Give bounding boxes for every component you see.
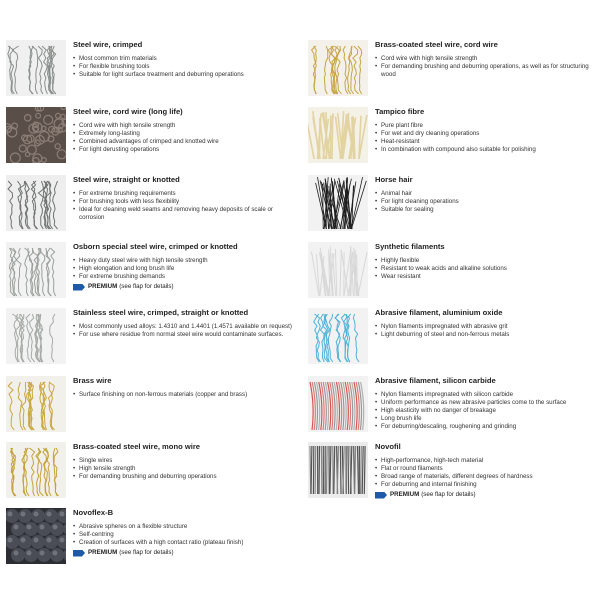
material-title: Brass-coated steel wire, cord wire — [375, 40, 498, 49]
cord-wire-icon — [6, 107, 66, 163]
feature-item: • Cord wire with high tensile strength — [375, 55, 597, 63]
feature-list — [375, 391, 597, 431]
feature-item: • Cord wire with high tensile strength — [73, 122, 295, 130]
tampico-fibre-icon — [308, 107, 368, 163]
feature-item: • Most commonly used alloys: 1.4310 and 1.4401 (1.4571 available on request) — [73, 323, 295, 331]
feature-item: • Extremely long-lasting — [73, 130, 295, 138]
aluminium-oxide-filament-icon — [308, 308, 368, 364]
feature-item: • For demanding brushing and deburring operations — [73, 473, 295, 481]
feature-item: • Creation of surfaces with a high contact ratio (plateau finish) — [73, 539, 295, 547]
material-description — [73, 508, 295, 557]
feature-item: • Combined advantages of crimped and knotted wire — [73, 138, 295, 146]
material-description — [375, 40, 597, 79]
knotted-steel-wire-icon — [6, 175, 66, 231]
feature-item: • Resistant to weak acids and alkaline solutions — [375, 265, 597, 273]
feature-item: • Most common trim materials — [73, 55, 295, 63]
feature-item: • Heavy duty steel wire with high tensile strength — [73, 257, 295, 265]
brass-cord-wire-icon — [308, 40, 368, 96]
feature-list — [375, 457, 597, 489]
premium-badge — [375, 491, 597, 499]
material-description — [375, 442, 597, 499]
novofil-filament-icon — [308, 442, 368, 498]
feature-list — [73, 523, 295, 547]
feature-item: • For extreme brushing requirements — [73, 190, 295, 198]
feature-item: • Highly flexible — [375, 257, 597, 265]
special-steel-wire-icon — [6, 242, 66, 298]
feature-item: • For light cleaning operations — [375, 198, 597, 206]
feature-list — [375, 55, 597, 79]
feature-item: • Heat-resistant — [375, 138, 597, 146]
feature-item: • Uniform performance as new abrasive particles come to the surface — [375, 399, 597, 407]
material-description — [375, 376, 597, 431]
feature-item: • Flat or round filaments — [375, 465, 597, 473]
feature-item: • For wet and dry cleaning operations — [375, 130, 597, 138]
brass-coated-mono-wire-icon — [6, 442, 66, 498]
material-title: Osborn special steel wire, crimped or knotted — [73, 242, 238, 251]
material-title: Brass wire — [73, 376, 112, 385]
feature-item: • Nylon filaments impregnated with abrasive grit — [375, 323, 597, 331]
arrow-right-icon — [73, 284, 85, 291]
feature-item: • Animal hair — [375, 190, 597, 198]
feature-item: • Long brush life — [375, 415, 597, 423]
material-description — [73, 242, 295, 291]
material-title: Tampico fibre — [375, 107, 425, 116]
feature-item: • Suitable for sealing — [375, 206, 597, 214]
feature-item: • For deburring/descaling, roughening and grinding — [375, 423, 597, 431]
synthetic-filament-icon — [308, 242, 368, 298]
material-title: Steel wire, crimped — [73, 40, 143, 49]
feature-item: • Ideal for cleaning weld seams and removing heavy deposits of scale or corrosion — [73, 206, 295, 222]
feature-item: • Broad range of materials, different degrees of hardness — [375, 473, 597, 481]
crimped-steel-wire-icon — [6, 40, 66, 96]
premium-badge — [73, 283, 295, 291]
material-title: Synthetic filaments — [375, 242, 445, 251]
premium-label: PREMIUM — [390, 491, 420, 498]
brass-wire-icon — [6, 376, 66, 432]
premium-label: PREMIUM — [88, 283, 118, 290]
feature-item: • For light derusting operations — [73, 146, 295, 154]
feature-item: • Light deburring of steel and non-ferrous metals — [375, 331, 597, 339]
feature-list — [73, 190, 295, 222]
feature-list — [73, 55, 295, 79]
arrow-right-icon — [73, 550, 85, 557]
material-title: Stainless steel wire, crimped, straight or knotted — [73, 308, 249, 317]
feature-item: • Pure plant fibre — [375, 122, 597, 130]
premium-note: (see flap for details) — [119, 549, 174, 556]
feature-item: • High-performance, high-tech material — [375, 457, 597, 465]
premium-label: PREMIUM — [88, 549, 118, 556]
material-title: Steel wire, straight or knotted — [73, 175, 180, 184]
feature-item: • For extreme brushing demands — [73, 273, 295, 281]
stainless-steel-wire-icon — [6, 308, 66, 364]
horse-hair-icon — [308, 175, 368, 231]
feature-list — [375, 323, 597, 339]
premium-badge — [73, 549, 295, 557]
feature-item: • High tensile strength — [73, 465, 295, 473]
material-description — [375, 175, 597, 214]
feature-item: • Single wires — [73, 457, 295, 465]
material-title: Horse hair — [375, 175, 413, 184]
material-description — [73, 376, 295, 399]
feature-item: • Surface finishing on non-ferrous materials (copper and brass) — [73, 391, 295, 399]
material-description — [375, 107, 597, 154]
material-description — [73, 442, 295, 481]
feature-list — [73, 457, 295, 481]
feature-item: • Wear resistant — [375, 273, 597, 281]
feature-list — [73, 257, 295, 281]
feature-item: • Self-centring — [73, 531, 295, 539]
feature-item: • High elasticity with no danger of breakage — [375, 407, 597, 415]
premium-note: (see flap for details) — [421, 491, 476, 498]
material-title: Abrasive filament, silicon carbide — [375, 376, 496, 385]
arrow-right-icon — [375, 492, 387, 499]
material-description — [73, 40, 295, 79]
feature-item: • For deburring and internal finishing — [375, 481, 597, 489]
feature-item: • For flexible brushing tools — [73, 63, 295, 71]
feature-item: • Nylon filaments impregnated with silicon carbide — [375, 391, 597, 399]
material-title: Novofil — [375, 442, 401, 451]
material-description — [375, 242, 597, 281]
feature-item: • Suitable for light surface treatment and deburring operations — [73, 71, 295, 79]
material-description — [73, 175, 295, 222]
feature-item: • High elongation and long brush life — [73, 265, 295, 273]
feature-list — [73, 391, 295, 399]
feature-item: • For brushing tools with less flexibility — [73, 198, 295, 206]
feature-list — [73, 323, 295, 339]
feature-item: • For demanding brushing and deburring operations, as well as for structuring wood — [375, 63, 597, 79]
feature-item: • Abrasive spheres on a flexible structure — [73, 523, 295, 531]
feature-item: • In combination with compound also suitable for polishing — [375, 146, 597, 154]
feature-list — [73, 122, 295, 154]
feature-item: • For use where residue from normal steel wire would contaminate surfaces. — [73, 331, 295, 339]
feature-list — [375, 190, 597, 214]
feature-list — [375, 257, 597, 281]
silicon-carbide-filament-icon — [308, 376, 368, 432]
material-title: Steel wire, cord wire (long life) — [73, 107, 183, 116]
material-description — [73, 308, 295, 339]
abrasive-spheres-icon — [6, 508, 66, 564]
premium-note: (see flap for details) — [119, 283, 174, 290]
material-description — [73, 107, 295, 154]
material-description — [375, 308, 597, 339]
material-title: Brass-coated steel wire, mono wire — [73, 442, 201, 451]
feature-list — [375, 122, 597, 154]
material-title: Novoflex-B — [73, 508, 114, 517]
material-title: Abrasive filament, aluminium oxide — [375, 308, 503, 317]
